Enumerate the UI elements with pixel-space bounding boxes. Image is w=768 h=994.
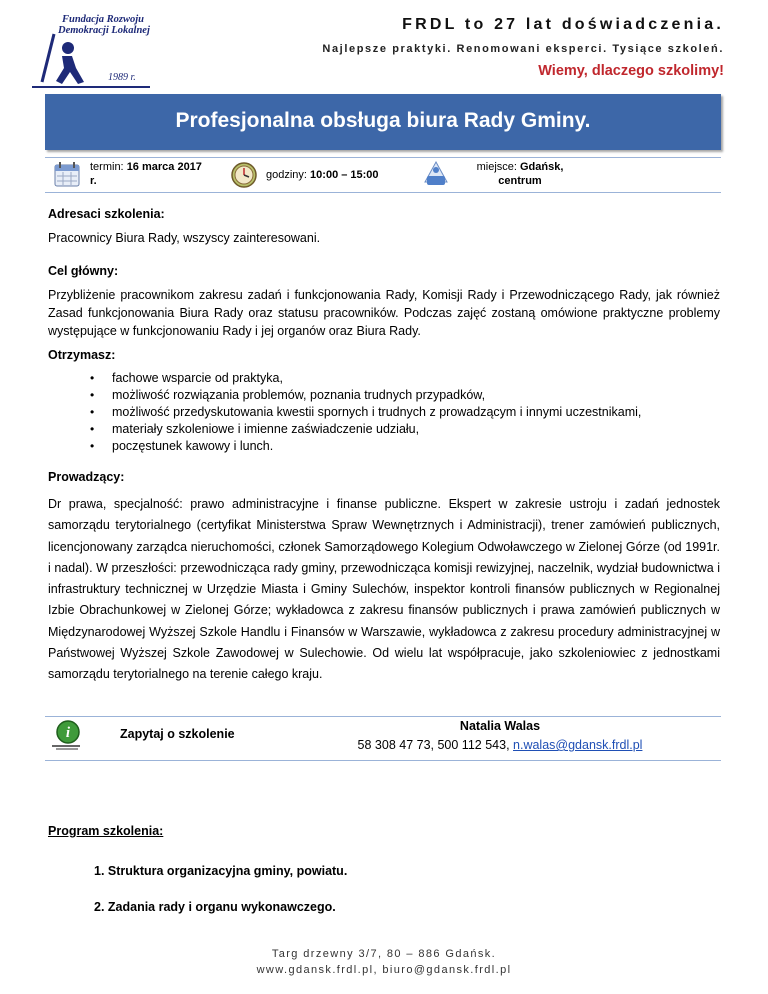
page-title: Profesjonalna obsługa biura Rady Gminy. <box>175 109 591 132</box>
clock-icon <box>230 159 258 189</box>
calendar-icon <box>52 160 82 188</box>
place-value-2: centrum <box>498 175 542 187</box>
contact-phones: 58 308 47 73, 500 112 543, <box>357 738 514 752</box>
receive-list <box>90 370 641 455</box>
contact-email-link[interactable]: n.walas@gdansk.frdl.pl <box>513 738 643 752</box>
hours-value: 10:00 – 15:00 <box>310 169 379 181</box>
term-label: termin: <box>90 161 124 173</box>
logo <box>32 14 160 90</box>
term-suffix: r. <box>90 175 97 187</box>
logo-line-1: Fundacja Rozwoju <box>62 14 144 25</box>
info-icon <box>50 718 84 752</box>
goal-heading: Cel główny: <box>48 264 119 278</box>
title-banner <box>45 94 721 150</box>
term-value: 16 marca 2017 <box>126 161 202 173</box>
header-tagline: Wiemy, dlaczego szkolimy! <box>538 63 724 79</box>
contact-divider-bottom <box>45 760 721 761</box>
logo-year: 1989 r. <box>108 72 136 83</box>
header-subtitle: Najlepsze praktyki. Renomowani eksperci. Tysiące szkoleń. <box>322 43 724 55</box>
contact-details <box>330 717 670 755</box>
receive-heading: Otrzymasz: <box>48 348 116 362</box>
addressees-heading: Adresaci szkolenia: <box>48 207 165 221</box>
contact-name: Natalia Walas <box>459 719 541 733</box>
trainer-heading: Prowadzący: <box>48 470 125 484</box>
logo-underline <box>32 86 150 88</box>
place-info <box>470 160 570 188</box>
hours-info <box>266 168 379 182</box>
place-value: Gdańsk, <box>520 161 564 173</box>
list-item: • materiały szkoleniowe i imienne zaświadczenie udziału, <box>90 421 641 438</box>
info-divider-top <box>45 157 721 158</box>
location-icon <box>423 160 449 188</box>
program-item: 2. Zadania rady i organu wykonawczego. <box>94 900 336 914</box>
header-title: FRDL to 27 lat doświadczenia. <box>402 16 724 33</box>
trainer-text: Dr prawa, specjalność: prawo administracyjne i finanse publiczne. Ekspert w zakresie ustroju i zadań jednostek samorządu terytorialnego (certyfikat Ministerstwa Spraw Wewnętrznych i Administracji), trener zamówień publicznych, licencjonowany zarządca nieruchomości, członek Samorządowego Kolegium Odwoławczego w Zielonej Górze (od 1991r. i nadal). W przeszłości: przewodnicząca rady gminy, przewodnicząca komisji rewizyjnej, naczelnik, wydział budownictwa i infrastruktury technicznej w Urzędzie Miasta i Gminy Sulechów, inspektor kontroli finansów publicznych w Regionalnej Izbie Obrachunkowej w Zielonej Górze; wykładowca z zakresu finansów publicznych i prawa zamówień publicznych w Międzynarodowej Wyższej Szkole Handlu i Finansów w Warszawie, wykładowca z zakresu procedury administracyjnej w Państwowej Wyższej Szkole Zawodowej w Sulechowie. Od wielu lat współpracuje, jako szkoleniowiec z jednostkami samorządu terytorialnego na terenie całego kraju. <box>48 497 720 682</box>
logo-line-2: Demokracji Lokalnej <box>58 25 150 36</box>
list-item: • poczęstunek kawowy i lunch. <box>90 438 641 455</box>
footer-address: Targ drzewny 3/7, 80 – 886 Gdańsk. <box>271 948 497 960</box>
hours-label: godziny: <box>266 169 307 181</box>
place-label: miejsce: <box>476 161 517 173</box>
list-item: • możliwość rozwiązania problemów, poznania trudnych przypadków, <box>90 387 641 404</box>
info-divider-bottom <box>45 192 721 193</box>
term-info <box>90 160 202 188</box>
ask-about-training: Zapytaj o szkolenie <box>120 727 235 741</box>
addressees-text: Pracownicy Biura Rady, wszyscy zainteresowani. <box>48 231 321 245</box>
list-item: • możliwość przedyskutowania kwestii spornych i trudnych z prowadzącym i innymi uczestnikami, <box>90 404 641 421</box>
program-heading: Program szkolenia: <box>48 824 164 838</box>
list-item: • fachowe wsparcie od praktyka, <box>90 370 641 387</box>
runner-logo-icon <box>32 28 88 88</box>
footer-web: www.gdansk.frdl.pl, biuro@gdansk.frdl.pl <box>256 964 512 976</box>
program-item: 1. Struktura organizacyjna gminy, powiatu. <box>94 864 348 878</box>
svg-text:i: i <box>65 725 71 741</box>
goal-text: Przybliżenie pracownikom zakresu zadań i funkcjonowania Rady, Komisji Rady i Przewodniczącego Rady, jak również Zasad funkcjonowania Biura Rady oraz statusu pracowników. Podczas zajęć zostaną omówione praktyczne problemy występujące w funkcjonowaniu Rady i jej organów oraz Biura Rady. <box>48 288 720 338</box>
